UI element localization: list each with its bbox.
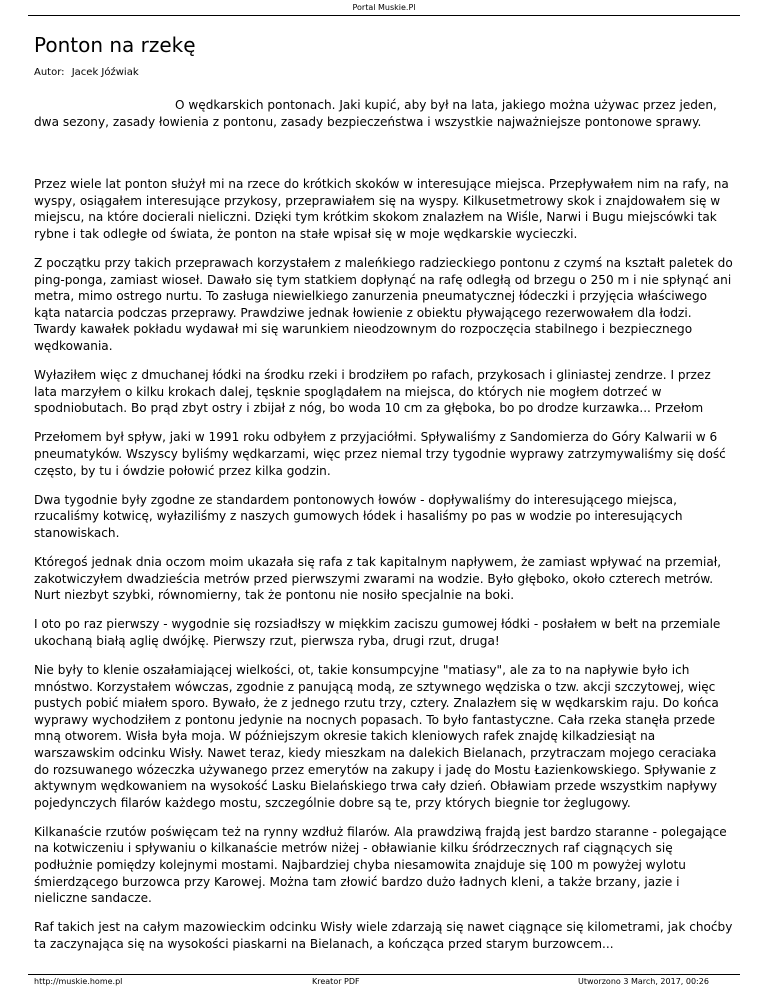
- footer-created: Utworzono 3 March, 2017, 00:26: [578, 977, 709, 986]
- footer-generator: Kreator PDF: [312, 977, 360, 986]
- article-paragraph: Raf takich jest na całym mazowieckim odcinku Wisły wiele zdarzają się nawet ciągnące się kilometrami, jak choćby ta zaczynająca się na wysokości piaskarni na Bielanach, a kończąca przed starym burzowcem...: [34, 920, 733, 951]
- article-paragraph: Przez wiele lat ponton służył mi na rzece do krótkich skoków w interesujące miejsca. Przepływałem nim na rafy, na wyspy, osiągałem interesujące przykosy, przeprawiałem się na wyspy. Kilkusetmetrowy skok i znajdowałem się w miejscu, na które docierali nieliczni. Dzięki tym krótkim skokom znalazłem na Wiśle, Narwi i Bugu miejscówki tak rybne i tak odległe od świata, że ponton na stałe wpisał się w moje wędkarskie wycieczki.: [34, 177, 729, 241]
- author-name: Jacek Jóźwiak: [71, 67, 139, 78]
- page-header-site: Portal Muskie.Pl: [352, 3, 416, 12]
- article-title: Ponton na rzekę: [34, 33, 196, 57]
- article-paragraph: Nie były to klenie oszałamiającej wielkości, ot, takie konsumpcyjne "matiasy", ale za to na napływie było ich mnóstwo. Korzystałem wówczas, zgodnie z panującą modą, ze sztywnego wędziska o tzw. akcji szczytowej, więc pustych pobić miałem sporo. Bywało, że z jednego rzutu trzy, cztery. Znalazłem się w wędkarskim raju. Do końca wyprawy wychodziłem z pontonu jedynie na nocnych popasach. To było fantastyczne. Cała rzeka stanęła przede mną otworem. Wisła była moja. W późniejszym okresie takich kleniowych rafek znajdę kilkadziesiąt na warszawskim odcinku Wisły. Nawet teraz, kiedy mieszkam na dalekich Bielanach, przytraczam mojego ceraciaka do rozsuwanego wózeczka używanego przez emerytów na zakupy i jadę do Mostu Łazienkowskiego. Spływanie z aktywnym wędkowaniem na wysokość Lasku Bielańskiego trwa cały dzień. Obławiam przede wszystkim napływy pojedynczych filarów każdego mostu, szczególnie dobre są te, przy których biegnie tor żeglugowy.: [34, 662, 719, 810]
- article-paragraph: Wyłaziłem więc z dmuchanej łódki na środku rzeki i brodziłem po rafach, przykosach i gliniastej zendrze. I przez lata marzyłem o kilku krokach dalej, tęsknie spoglądałem na miejsca, do których nie mogłem dotrzeć w spodniobutach. Bo prąd zbyt ostry i zbijał z nóg, bo woda 10 cm za głęboka, bo po drodze kurzawka... Przełom: [34, 368, 711, 416]
- article-paragraph: Z początku przy takich przeprawach korzystałem z maleńkiego radzieckiego pontonu z czymś na kształt paletek do ping-ponga, zamiast wioseł. Dawało się tym statkiem dopłynąć na rafę odległą od brzegu o 250 m i nie spłynąć ani metra, mimo ostrego nurtu. To zasługa niewielkiego zanurzenia pneumatycznej łódeczki i przyjęcia właściwego kąta natarcia podczas przeprawy. Prawdziwe jednak łowienie z obiektu pływającego rezerwowałem dla łodzi. Twardy kawałek pokładu wydawał mi się warunkiem nieodzownym do rozpoczęcia stabilnego i bezpiecznego wędkowania.: [34, 256, 733, 354]
- article-paragraph: Dwa tygodnie były zgodne ze standardem pontonowych łowów - dopływaliśmy do interesującego miejsca, rzucaliśmy kotwicę, wyłaziliśmy z naszych gumowych łódek i hasaliśmy po pas w wodzie po interesujących stanowiskach.: [34, 492, 683, 540]
- article-author: [34, 67, 139, 78]
- author-label: Autor:: [34, 67, 65, 78]
- header-divider: [28, 15, 740, 16]
- article-paragraph: Kilkanaście rzutów poświęcam też na rynny wzdłuż filarów. Ala prawdziwą frajdą jest bardzo staranne - polegające na kotwiczeniu i spływaniu o kilkanaście metrów niżej - obławianie kilku śródrzecznych raf ciągnących się podłużnie pomiędzy kolejnymi mostami. Najbardziej chyba niesamowita znajduje się 100 m powyżej wylotu śmierdzącego burzowca przy Karowej. Można tam złowić bardzo dużo ładnych kleni, a także brzany, jazie i nieliczne sandacze.: [34, 824, 727, 906]
- article-body: [34, 97, 734, 965]
- article-intro: O wędkarskich pontonach. Jaki kupić, aby był na lata, jakiego można używac przez jeden, dwa sezony, zasady łowienia z pontonu, zasady bezpieczeństwa i wszystkie najważniejsze pontonowe sprawy.: [34, 98, 717, 129]
- footer-divider: [28, 974, 740, 975]
- article-paragraph: Któregoś jednak dnia oczom moim ukazała się rafa z tak kapitalnym napływem, że zamiast wpływać na przemiał, zakotwiczyłem dwadzieścia metrów przed pierwszymi zwarami na wodzie. Było głęboko, około czterech metrów. Nurt niezbyt szybki, równomierny, tak że pontonu nie nosiło specjalnie na boki.: [34, 554, 722, 603]
- article-paragraph: I oto po raz pierwszy - wygodnie się rozsiadłszy w miękkim zaciszu gumowej łódki - posłałem w bełt na przemiale ukochaną białą aglię dwójkę. Pierwszy rzut, pierwsza ryba, drugi rzut, druga!: [34, 617, 721, 648]
- article-paragraph: Przełomem był spływ, jaki w 1991 roku odbyłem z przyjaciółmi. Spływaliśmy z Sandomierza do Góry Kalwarii w 6 pneumatyków. Wszyscy byliśmy wędkarzami, więc przez niemal trzy tygodnie wyprawy zatrzymywaliśmy się dość często, by tu i ówdzie połowić przez kilka godzin.: [34, 430, 726, 478]
- footer-url: http://muskie.home.pl: [34, 977, 123, 986]
